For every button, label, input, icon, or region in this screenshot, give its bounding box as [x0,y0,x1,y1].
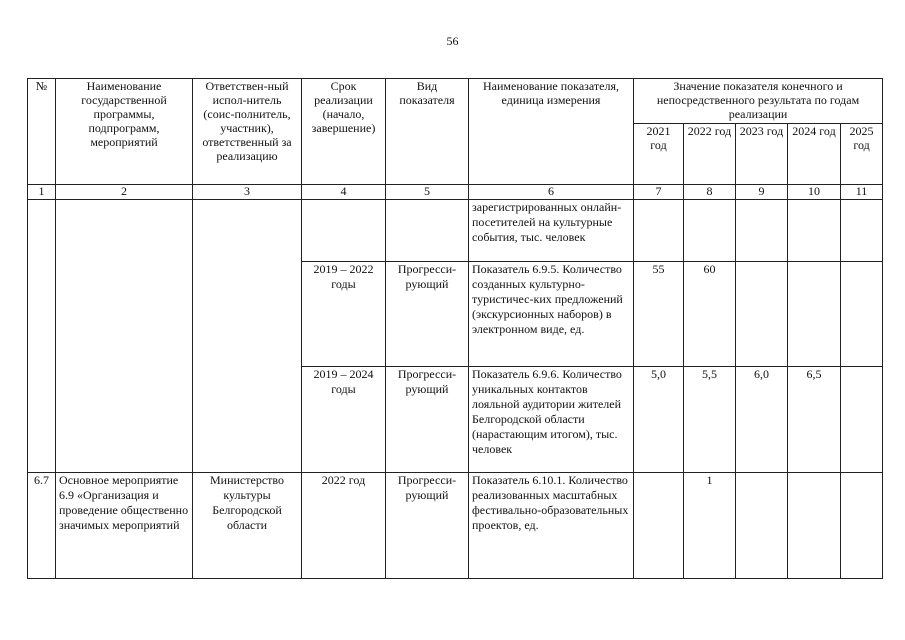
index-cell: 10 [788,185,841,200]
cell-value: 5,0 [634,367,684,473]
cell-indicator: Показатель 6.9.6. Количество уникальных контактов лояльной аудитории жителей Белгородской области (нарастающим итогом), тыс. человек [469,367,634,473]
header-no: № [28,79,56,185]
cell-type: Прогресси-рующий [386,262,469,367]
index-cell: 11 [841,185,883,200]
header-executor: Ответствен-ный испол-нитель (соис-полнитель, участник), ответственный за реализацию [193,79,302,185]
cell-value: 1 [684,473,736,579]
cell-program: Основное мероприятие 6.9 «Организация и проведение общественно значимых мероприятий [56,473,193,579]
header-period: Срок реализации (начало, завершение) [302,79,386,185]
cell-value [684,200,736,262]
cell-value [634,473,684,579]
index-cell: 1 [28,185,56,200]
cell-value [788,200,841,262]
cell-value [841,473,883,579]
header-year-2022: 2022 год [684,124,736,185]
table-row [28,473,883,579]
cell-value [788,473,841,579]
cell-value [736,262,788,367]
table-row [28,200,883,262]
cell-indicator: зарегистрированных онлайн-посетителей на культурные события, тыс. человек [469,200,634,262]
cell-period: 2022 год [302,473,386,579]
cell-executor [193,200,302,473]
cell-value: 6,5 [788,367,841,473]
header-year-2023: 2023 год [736,124,788,185]
cell-indicator: Показатель 6.9.5. Количество созданных культурно-туристичес-ких предложений (экскурсионных наборов) в электронном виде, ед. [469,262,634,367]
header-type: Вид показателя [386,79,469,185]
cell-value [736,473,788,579]
cell-value [841,367,883,473]
page-number: 56 [446,34,459,48]
cell-type [386,200,469,262]
header-program: Наименование государственной программы, подпрограмм, мероприятий [56,79,193,185]
cell-type: Прогресси-рующий [386,473,469,579]
cell-value [634,200,684,262]
cell-value [788,262,841,367]
index-cell: 2 [56,185,193,200]
cell-program [56,200,193,473]
cell-executor: Министерство культуры Белгородской области [193,473,302,579]
cell-period [302,200,386,262]
header-values-group: Значение показателя конечного и непосредственного результата по годам реализации [634,79,883,124]
cell-value [841,200,883,262]
cell-type: Прогресси-рующий [386,367,469,473]
header-year-2021: 2021 год [634,124,684,185]
cell-value: 60 [684,262,736,367]
index-cell: 8 [684,185,736,200]
header-year-2024: 2024 год [788,124,841,185]
cell-value: 5,5 [684,367,736,473]
index-cell: 9 [736,185,788,200]
index-cell: 4 [302,185,386,200]
indicators-table [27,78,883,579]
index-cell: 3 [193,185,302,200]
cell-no [28,200,56,473]
cell-value [841,262,883,367]
cell-no: 6.7 [28,473,56,579]
cell-value: 6,0 [736,367,788,473]
cell-indicator: Показатель 6.10.1. Количество реализованных масштабных фестивально-образовательных проектов, ед. [469,473,634,579]
header-year-2025: 2025 год [841,124,883,185]
cell-period: 2019 – 2022 годы [302,262,386,367]
index-cell: 7 [634,185,684,200]
cell-value: 55 [634,262,684,367]
cell-value [736,200,788,262]
cell-period: 2019 – 2024 годы [302,367,386,473]
index-cell: 6 [469,185,634,200]
index-cell: 5 [386,185,469,200]
header-indicator: Наименование показателя, единица измерения [469,79,634,185]
